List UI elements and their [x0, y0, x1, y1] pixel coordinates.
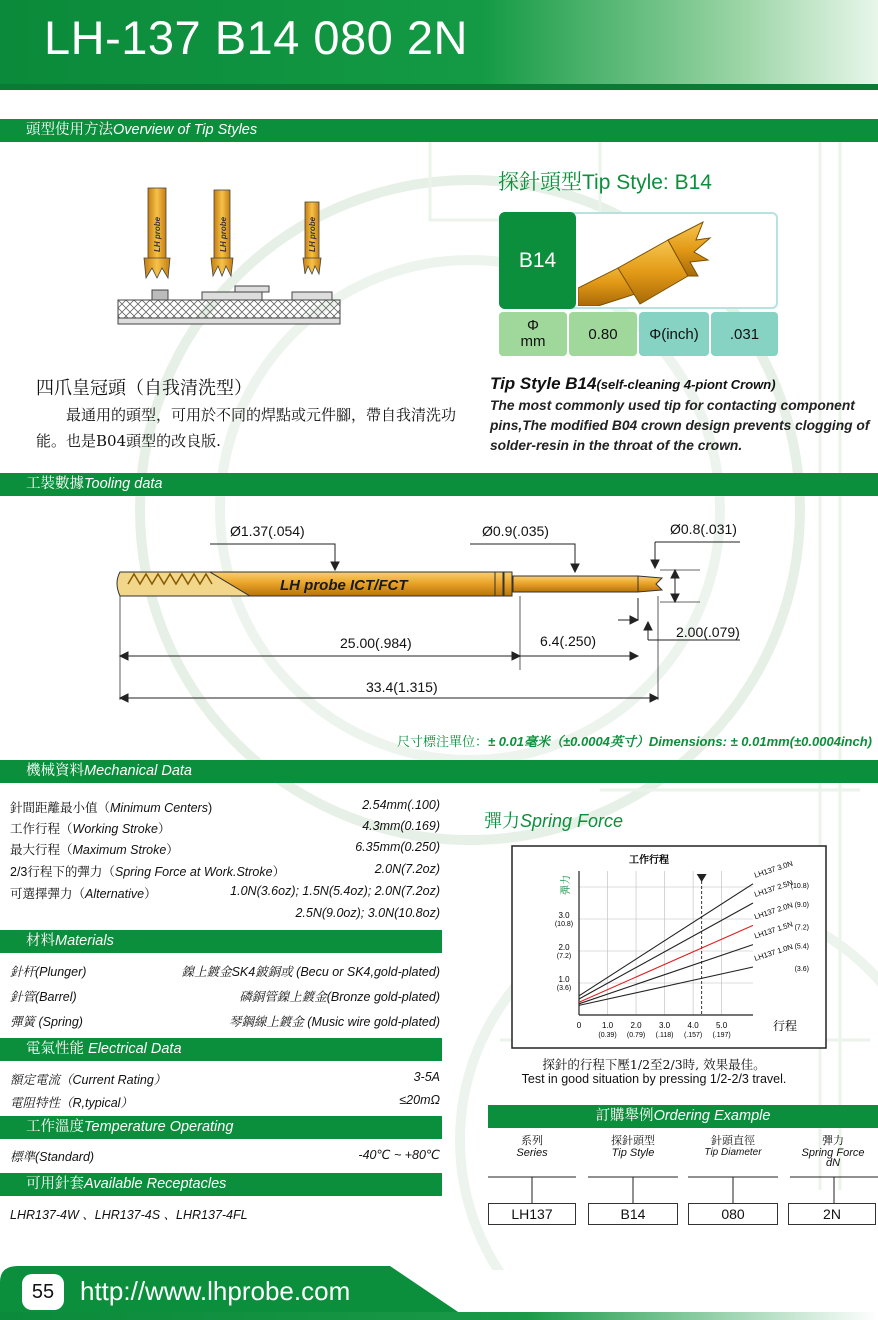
probe-label: LH probe — [219, 216, 228, 252]
page-title: LH-137 B14 080 2N — [44, 11, 468, 64]
mechanical-row-value: 1.0N(3.6oz); 1.5N(5.4oz); 2.0N(7.2oz) — [230, 884, 440, 898]
mechanical-row-value: 2.0N(7.2oz) — [374, 862, 440, 876]
tooling-probe-text: LH probe ICT/FCT — [280, 577, 408, 594]
phi-mm-label-cell: Φ mm — [499, 312, 567, 356]
ordering-col-header: 系列 Series — [516, 1135, 548, 1159]
chart-x-tick-label: 5.0 — [716, 1021, 728, 1030]
section-header-tooling: 工裝數據Tooling data — [0, 473, 878, 496]
tooling-dim-len1: 25.00(.984) — [340, 635, 412, 651]
chart-x-tick-label: 0 — [576, 1021, 582, 1030]
mechanical-row-label: 2/3行程下的彈力（Spring Force at Work.Stroke） — [10, 865, 286, 879]
chart-y-tick-label: 2.0 — [558, 943, 570, 952]
chart-x-tick-sublabel: (.197) — [712, 1032, 731, 1039]
tooling-dim-d1: Ø1.37(.054) — [230, 523, 305, 539]
mechanical-row-value: 4.3mm(0.169) — [362, 819, 440, 833]
tooling-dim-total: 33.4(1.315) — [366, 679, 438, 695]
electrical-value: ≤20mΩ — [399, 1093, 440, 1107]
chart-series-label: LH137 1.5N — [753, 919, 794, 941]
electrical-label: 電阻特性（R,typical） — [10, 1096, 133, 1110]
chart-x-tick-label: 2.0 — [630, 1021, 642, 1030]
mechanical-data-list — [10, 798, 440, 928]
chart-series-sublabel: (9.0) — [794, 902, 809, 909]
chart-x-tick-label: 3.0 — [659, 1021, 671, 1030]
tooling-drawing — [110, 510, 770, 710]
section-header-materials: 材料Materials — [0, 930, 442, 953]
material-label: 彈簧 (Spring) — [10, 1015, 83, 1029]
chart-series-sublabel: (10.8) — [790, 882, 809, 890]
temperature-value: -40℃ ~ +80℃ — [358, 1148, 440, 1162]
electrical-value: 3-5A — [413, 1070, 440, 1084]
phi-inch-label: Φ(inch) — [639, 312, 709, 356]
chart-series-sublabel: (5.4) — [794, 943, 809, 951]
mechanical-row-label: 工作行程（Working Stroke） — [10, 822, 171, 836]
electrical-label: 額定電流（Current Rating） — [10, 1073, 167, 1087]
chart-x-axis-label: 行程 — [773, 1019, 798, 1033]
ordering-spring-force-value: 2N — [788, 1203, 876, 1225]
chart-title: 工作行程 — [629, 855, 669, 866]
section-header-electrical: 電氣性能 Electrical Data — [0, 1038, 442, 1061]
chart-y-tick-label: 1.0 — [558, 975, 570, 984]
phi-inch-value: .031 — [711, 312, 778, 356]
ordering-col-header: 探針頭型 Tip Style — [611, 1135, 655, 1159]
tip-style-heading: 探針頭型Tip Style: B14 — [498, 171, 712, 194]
mechanical-row-label: 最大行程（Maximum Stroke） — [10, 843, 179, 857]
probe-label: LH probe — [153, 216, 162, 252]
material-value: 琴鋼線上鍍金 (Music wire gold-plated) — [228, 1015, 440, 1029]
temperature-label: 標準(Standard) — [10, 1150, 95, 1164]
tip-code-cell: B14 — [499, 212, 576, 309]
tooling-dim-len2: 6.4(.250) — [540, 633, 597, 649]
chart-series-label: LH137 2.0N — [753, 900, 794, 922]
tooling-dim-d2: Ø0.9(.035) — [482, 523, 549, 539]
chart-y-axis-label: 彈力 — [561, 875, 572, 895]
description-en-body: The most commonly used tip for contacting component pins,The modified B04 crown design prevents clogging of solder-resin in the throat of the crown. — [490, 398, 870, 453]
phi-mm-value: 0.80 — [569, 312, 637, 356]
section-header-tip-overview: 頭型使用方法Overview of Tip Styles — [0, 119, 878, 142]
description-cn-title: 四爪皇冠頭（自我清洗型） — [36, 378, 252, 399]
ordering-connector-lines — [488, 1171, 878, 1205]
spring-force-note-cn: 探針的行程下壓1/2至2/3時, 效果最佳。 — [542, 1057, 766, 1072]
material-label: 針管(Barrel) — [10, 990, 77, 1004]
chart-series-label: LH137 3.0N — [753, 858, 794, 880]
chart-y-tick-sublabel: (3.6) — [556, 985, 572, 992]
chart-x-tick-sublabel: (.118) — [655, 1032, 674, 1039]
description-cn-body: 最通用的頭型，可用於不同的焊點或元件腳，帶自我清洗功能。也是B04頭型的改良版. — [36, 406, 457, 450]
tip-b14-image — [578, 218, 774, 306]
section-header-mechanical: 機械資料Mechanical Data — [0, 760, 878, 783]
chart-series-sublabel: (7.2) — [794, 924, 809, 932]
section-header-receptacles: 可用針套Available Receptacles — [0, 1173, 442, 1196]
ordering-example — [488, 1135, 878, 1230]
chart-series-sublabel: (3.6) — [794, 966, 809, 973]
section-header-ordering: 訂購舉例Ordering Example — [488, 1105, 878, 1128]
chart-x-tick-label: 4.0 — [687, 1021, 699, 1030]
ordering-series-value: LH137 — [488, 1203, 576, 1225]
ordering-tip-diameter-value: 080 — [688, 1203, 778, 1225]
mechanical-row-label: 針間距離最小值（Minimum Centers) — [10, 801, 213, 815]
electrical-list — [10, 1070, 440, 1120]
website-link[interactable]: http://www.lhprobe.com — [80, 1276, 351, 1306]
mechanical-row-label: 可選擇彈力（Alternative） — [10, 887, 157, 901]
dimension-unit-note: 尺寸標注單位：± 0.01毫米（±0.0004英寸）Dimensions: ± 0.01mm(±0.0004inch) — [396, 734, 872, 749]
material-value: 磷銅管鎳上鍍金(Bronze gold-plated) — [239, 990, 440, 1004]
tooling-dim-len3: 2.00(.079) — [676, 624, 740, 640]
mechanical-row-value-extra: 2.5N(9.0oz); 3.0N(10.8oz) — [295, 906, 440, 920]
mechanical-row-value: 2.54mm(.100) — [362, 798, 440, 812]
ordering-tip-style-value: B14 — [588, 1203, 678, 1225]
probe-label: LH probe — [308, 216, 317, 252]
chart-series-label: LH137 2.5N — [753, 877, 794, 899]
chart-y-tick-label: 3.0 — [558, 911, 570, 920]
tooling-dim-d3: Ø0.8(.031) — [670, 521, 737, 537]
chart-x-tick-label: 1.0 — [601, 1021, 614, 1030]
chart-x-tick-sublabel: (0.79) — [626, 1032, 646, 1039]
materials-list — [10, 962, 440, 1037]
chart-y-tick-sublabel: (7.2) — [556, 953, 572, 960]
ordering-col-header: 彈力 Spring Force dN — [801, 1135, 865, 1169]
section-header-temperature: 工作溫度Temperature Operating — [0, 1116, 442, 1139]
tip-usage-illustration — [110, 180, 350, 325]
chart-y-tick-sublabel: (10.8) — [554, 921, 574, 928]
chart-series-label: LH137 1.0N — [753, 941, 794, 963]
page-number: 55 — [22, 1274, 64, 1310]
receptacles-list: LHR137-4W 、LHR137-4S 、LHR137-4FL — [10, 1208, 248, 1222]
spring-force-heading: 彈力Spring Force — [484, 811, 624, 831]
spring-force-chart — [511, 845, 827, 1049]
chart-x-tick-sublabel: (.157) — [683, 1032, 703, 1039]
description-en-title: Tip Style B14(self-cleaning 4-piont Crown) — [490, 374, 776, 393]
chart-x-tick-sublabel: (0.39) — [598, 1032, 617, 1039]
material-value: 鎳上鍍金SK4鈹銅或 (Becu or SK4,gold-plated) — [181, 965, 440, 979]
spring-force-note-en: Test in good situation by pressing 1/2-2/3 travel. — [521, 1072, 787, 1086]
material-label: 針杆(Plunger) — [10, 965, 87, 979]
ordering-col-header: 針頭直徑 Tip Diameter — [704, 1135, 762, 1158]
mechanical-row-value: 6.35mm(0.250) — [355, 840, 440, 854]
